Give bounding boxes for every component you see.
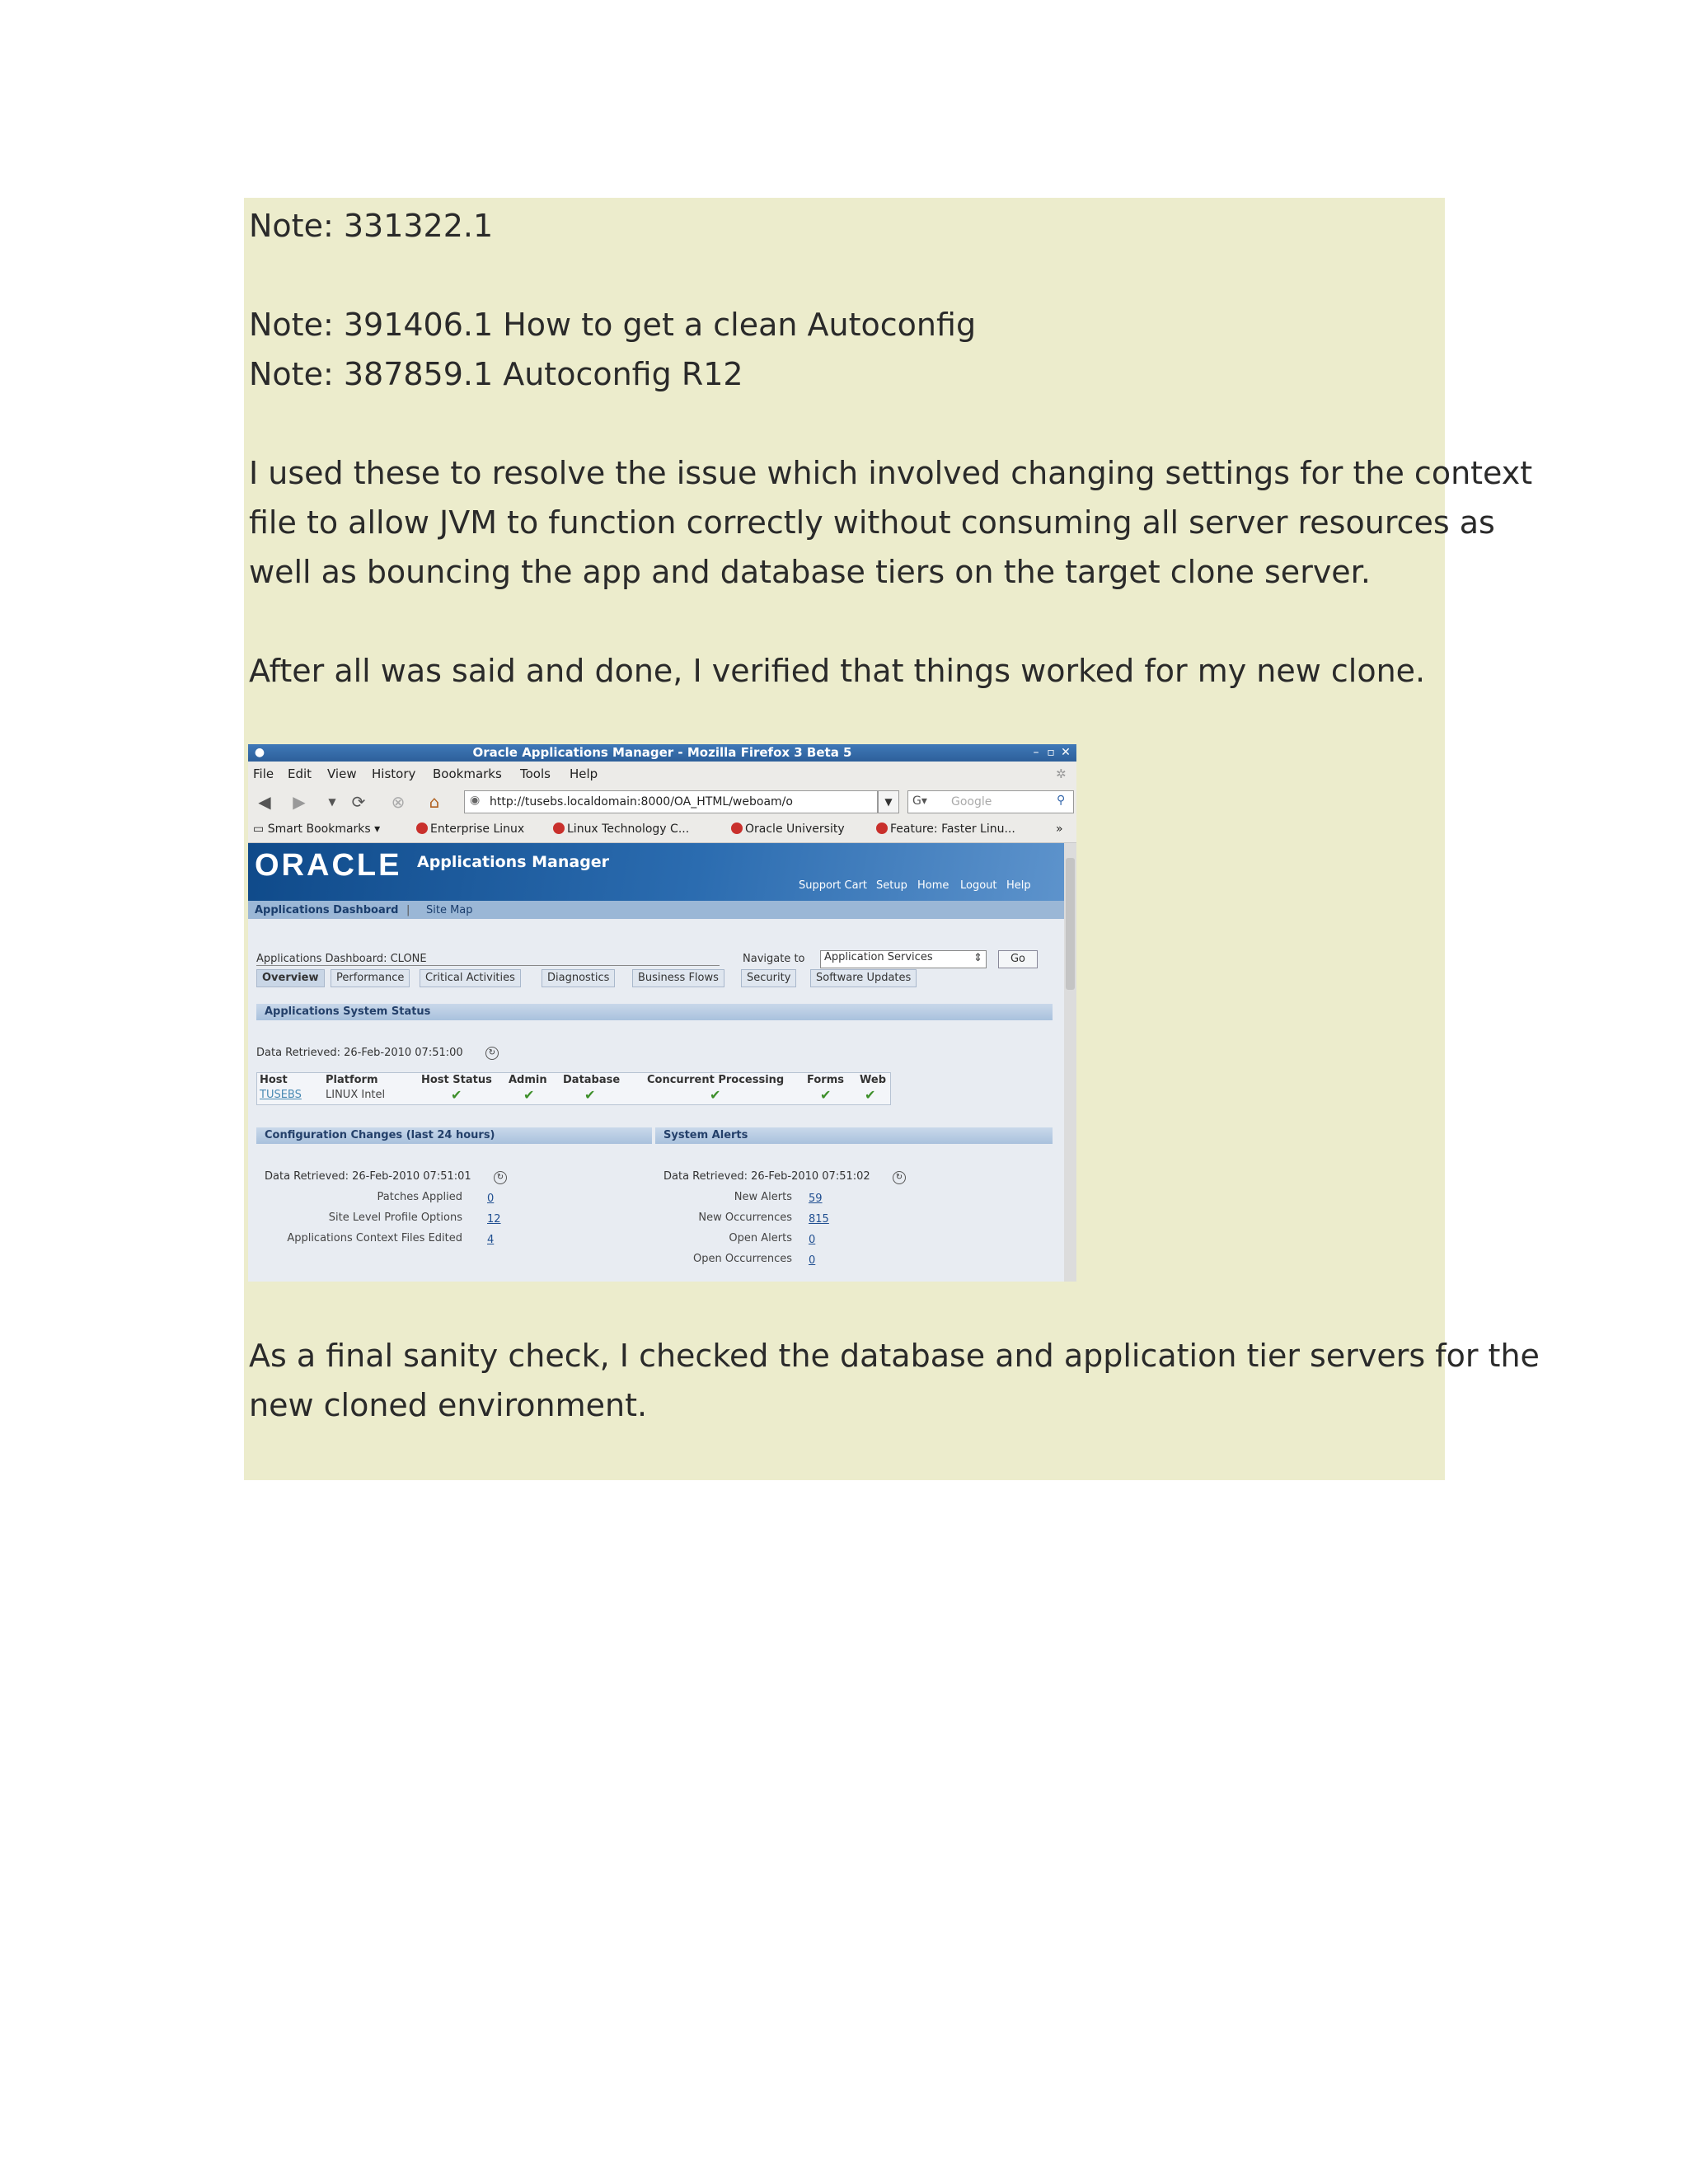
- history-dropdown-icon[interactable]: ▼: [328, 796, 336, 808]
- url-text: http://tusebs.localdomain:8000/OA_HTML/weboam/o: [490, 795, 793, 808]
- open-alerts-label: Open Alerts: [729, 1232, 792, 1244]
- col-platform: Platform: [326, 1074, 378, 1086]
- col-database: Database: [563, 1074, 621, 1086]
- maximize-icon[interactable]: ▫: [1047, 746, 1055, 759]
- open-occurrences-value[interactable]: 0: [809, 1254, 816, 1267]
- host-status-check-icon: ✔: [451, 1087, 462, 1103]
- new-alerts-value[interactable]: 59: [809, 1193, 823, 1205]
- bookmark-label: Smart Bookmarks: [267, 823, 371, 836]
- tab-performance[interactable]: [331, 969, 410, 987]
- bookmark-icon: [731, 823, 743, 834]
- profile-options-label: Site Level Profile Options: [328, 1212, 462, 1224]
- tab-separator: |: [406, 904, 410, 916]
- menu-tools[interactable]: Tools: [520, 766, 551, 781]
- bookmark-label: Enterprise Linux: [430, 823, 525, 836]
- database-up-icon: ✔: [584, 1087, 596, 1103]
- bookmark-oracle-university[interactable]: [731, 823, 845, 836]
- bookmark-icon: [416, 823, 428, 834]
- paragraph-line: I used these to resolve the issue which involved changing settings for the context: [249, 455, 1533, 491]
- concurrent-up-icon: ✔: [710, 1087, 721, 1103]
- tab-security[interactable]: [741, 969, 796, 987]
- note-391406: Note: 391406.1 How to get a clean Autoconfig: [249, 307, 977, 343]
- menu-edit[interactable]: Edit: [288, 766, 312, 781]
- patches-applied-label: Patches Applied: [377, 1191, 462, 1203]
- data-retrieved-status: Data Retrieved: 26-Feb-2010 07:51:00: [256, 1047, 463, 1059]
- help-link[interactable]: Help: [1006, 879, 1031, 892]
- col-forms: Forms: [807, 1074, 844, 1086]
- paragraph-line: well as bouncing the app and database tiers on the target clone server.: [249, 554, 1371, 590]
- paragraph-line: new cloned environment.: [249, 1387, 648, 1423]
- firefox-icon: ●: [254, 746, 265, 759]
- paragraph-line: As a final sanity check, I checked the database and application tier servers for the: [249, 1338, 1540, 1374]
- alerts-section-title: System Alerts: [663, 1129, 748, 1141]
- col-host-status: Host Status: [421, 1074, 492, 1086]
- refresh-icon[interactable]: ↻: [485, 1047, 499, 1060]
- navigate-select[interactable]: [820, 950, 987, 968]
- oam-header: [248, 843, 1064, 901]
- menu-bookmarks[interactable]: Bookmarks: [433, 766, 502, 781]
- search-icon[interactable]: ⚲: [1057, 794, 1066, 807]
- context-files-label: Applications Context Files Edited: [287, 1232, 462, 1244]
- paragraph-line: file to allow JVM to function correctly without consuming all server resources as: [249, 504, 1495, 541]
- bookmark-icon: [876, 823, 888, 834]
- new-alerts-label: New Alerts: [734, 1191, 792, 1203]
- address-bar[interactable]: [464, 790, 878, 813]
- open-occurrences-label: Open Occurrences: [693, 1253, 792, 1265]
- setup-link[interactable]: Setup: [876, 879, 907, 892]
- go-button[interactable]: Go: [998, 950, 1038, 968]
- note-387859: Note: 387859.1 Autoconfig R12: [249, 356, 743, 392]
- bookmark-icon: [553, 823, 565, 834]
- menu-file[interactable]: File: [253, 766, 274, 781]
- data-retrieved-alerts: Data Retrieved: 26-Feb-2010 07:51:02: [663, 1170, 870, 1183]
- tab-label: Overview: [262, 972, 319, 984]
- dashboard-label: Applications Dashboard: CLONE: [256, 953, 720, 966]
- tab-applications-dashboard[interactable]: Applications Dashboard: [255, 904, 399, 916]
- logout-link[interactable]: Logout: [960, 879, 997, 892]
- menu-view[interactable]: View: [327, 766, 357, 781]
- platform-value: LINUX Intel: [326, 1089, 386, 1101]
- home-link[interactable]: Home: [917, 879, 950, 892]
- app-name: Applications Manager: [417, 853, 610, 871]
- window-titlebar: [248, 744, 1076, 762]
- bookmark-label: Oracle University: [745, 823, 845, 836]
- more-bookmarks-icon[interactable]: »: [1056, 823, 1063, 836]
- forward-icon[interactable]: ▶: [293, 792, 306, 812]
- tab-critical-activities[interactable]: [420, 969, 521, 987]
- close-icon[interactable]: ✕: [1061, 746, 1071, 759]
- profile-options-value[interactable]: 12: [487, 1213, 501, 1226]
- tab-label: Software Updates: [816, 972, 912, 984]
- reload-icon[interactable]: ⟳: [351, 792, 366, 812]
- support-cart-link[interactable]: Support Cart: [799, 879, 868, 892]
- bookmark-linux-technology[interactable]: [553, 823, 689, 836]
- refresh-icon[interactable]: ↻: [893, 1171, 906, 1184]
- context-files-value[interactable]: 4: [487, 1234, 495, 1246]
- home-icon[interactable]: ⌂: [429, 792, 440, 812]
- scrollbar-thumb[interactable]: [1066, 858, 1075, 990]
- col-web: Web: [860, 1074, 886, 1086]
- menu-help[interactable]: Help: [570, 766, 598, 781]
- top-tab-strip: [248, 901, 1064, 919]
- search-input[interactable]: [907, 790, 1074, 813]
- tab-label: Diagnostics: [547, 972, 610, 984]
- tab-business-flows[interactable]: [632, 969, 724, 987]
- back-icon[interactable]: ◀: [258, 792, 271, 812]
- tab-label: Business Flows: [638, 972, 719, 984]
- web-check-icon: ✔: [865, 1087, 876, 1103]
- tab-diagnostics[interactable]: [542, 969, 615, 987]
- navigate-value: Application Services: [824, 951, 933, 963]
- throbber-icon: ✲: [1056, 766, 1067, 781]
- bookmark-faster-linux[interactable]: [876, 823, 1015, 836]
- search-placeholder: Google: [951, 795, 992, 808]
- url-dropdown-icon[interactable]: ▼: [878, 790, 899, 813]
- tab-software-updates[interactable]: [810, 969, 917, 987]
- navigation-toolbar: [248, 785, 1076, 818]
- new-occurrences-value[interactable]: 815: [809, 1213, 829, 1226]
- bookmark-label: Linux Technology C...: [567, 823, 690, 836]
- window-title: Oracle Applications Manager - Mozilla Firefox 3 Beta 5: [472, 745, 852, 760]
- tab-label: Security: [747, 972, 791, 984]
- select-arrows-icon: ⇕: [973, 952, 982, 964]
- minimize-icon[interactable]: –: [1033, 746, 1039, 759]
- menu-bar: [248, 762, 1076, 785]
- tab-overview[interactable]: [256, 969, 325, 987]
- oracle-logo: ORACLE: [255, 848, 402, 883]
- tab-label: Performance: [336, 972, 405, 984]
- google-icon: G▾: [912, 794, 927, 808]
- paragraph-line: After all was said and done, I verified that things worked for my new clone.: [249, 653, 1426, 689]
- bookmark-enterprise-linux[interactable]: [416, 823, 524, 836]
- stop-icon[interactable]: ⊗: [391, 792, 406, 812]
- data-retrieved-config: Data Retrieved: 26-Feb-2010 07:51:01: [265, 1170, 471, 1183]
- refresh-icon[interactable]: ↻: [494, 1171, 507, 1184]
- bookmark-label: Feature: Faster Linu...: [890, 823, 1015, 836]
- navigate-label: Navigate to: [743, 953, 805, 965]
- col-admin: Admin: [509, 1074, 547, 1086]
- patches-applied-value[interactable]: 0: [487, 1193, 495, 1205]
- tab-site-map[interactable]: Site Map: [426, 904, 473, 916]
- host-link[interactable]: TUSEBS: [260, 1089, 302, 1101]
- note-331322: Note: 331322.1: [249, 208, 494, 244]
- forms-check-icon: ✔: [820, 1087, 832, 1103]
- menu-history[interactable]: History: [372, 766, 416, 781]
- bookmark-smart[interactable]: ▭ Smart Bookmarks ▾: [253, 823, 381, 836]
- config-section-title: Configuration Changes (last 24 hours): [265, 1129, 495, 1141]
- col-concurrent-processing: Concurrent Processing: [647, 1074, 785, 1086]
- admin-check-icon: ✔: [523, 1087, 535, 1103]
- new-occurrences-label: New Occurrences: [698, 1212, 792, 1224]
- col-host: Host: [260, 1074, 288, 1086]
- bookmarks-toolbar: [248, 818, 1076, 843]
- status-section-title: Applications System Status: [265, 1005, 431, 1018]
- oracle-screenshot: [248, 744, 1076, 1282]
- open-alerts-value[interactable]: 0: [809, 1234, 816, 1246]
- site-icon: ◉: [470, 794, 481, 807]
- tab-label: Critical Activities: [425, 972, 515, 984]
